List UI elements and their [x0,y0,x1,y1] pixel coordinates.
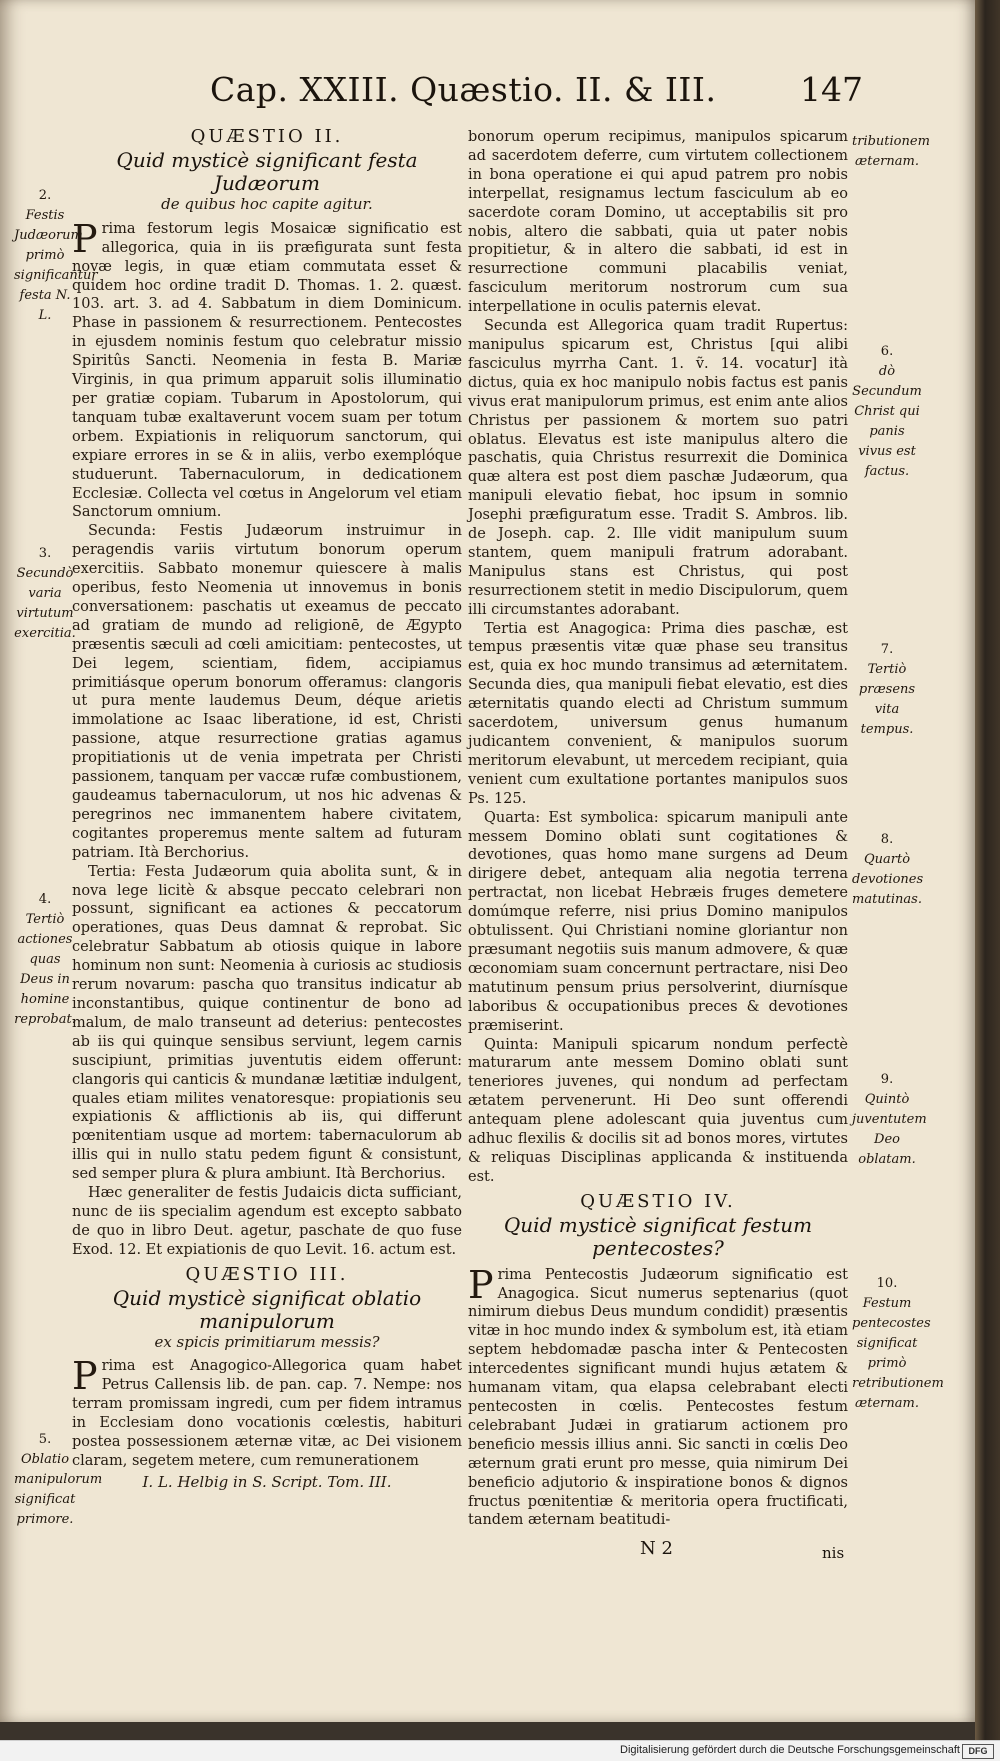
running-head: Cap. XXIII. Quæstio. II. & III. [210,70,717,109]
margin-note-text: Quartò devotiones matutinas. [852,852,924,907]
margin-note-number: 4. [38,892,52,907]
margin-note-2 [14,186,98,326]
paragraph: Secunda est Allegorica quam tradit Rupertus: manipulus spicarum est, Christus [qui alibi fasciculus myrrha Cant. 1. ṽ. 14. vocatur] ità dictus, quia ex hoc manipulo nobis factus est panis vivus erat manipulorum primus, est enim ante alios Christus per passionem & mortem suo patri oblatus. Elevatus est iste manipulus altero die paschatis, quia Christus resurrexit die Dominica quæ altera est post diem paschæ Judæorum, qua manipuli elevatio fiebat, hoc ipsum in somnio Josephi præfiguratum esse. Tradit S. Ambros. lib. de Joseph. cap. 2. Ille vidit manipulum suum stantem, quem manipuli fratrum adorabant. Manipulus stans est Christus, qui post resurrectionem stetit in medio Discipulorum, quem illi circumstantes adorabant. [468,318,848,618]
margin-note-continued [852,132,930,172]
paragraph: Secunda: Festis Judæorum instruimur in peragendis variis virtutum bonorum operum exercitiis. Sabbato monemur quiescere à malis operibus, festo Neomenia ut innovemus in bonis conversationem: paschatis ut exeamus de peccato ad gratiam de mundo ad religionē, de Ægypto præsentis sæculi ad cœli amicitiam: pentecostes, ut Dei legem, scientiam, fidem, accipiamus primitiásque operum bonorum offeramus: clangoris ut pura mente laudemus Deum, déque arietis immolatione ac Isaac liberatione, id est, Christi passione, atque resurrectione gratias agamus propitiationis ut de venia impetrata per Christi passionem, tanquam per vaccæ rufæ combustionem, gaudeamus tabernaculorum, ut nos hic advenas & peregrinos nec immanentem habere civitatem, cogitantes properemus mente saltem ad futuram patriam. Ità Berchorius. [72,523,462,861]
signature-line: I. L. Helbig in S. Script. Tom. III. [142,1472,392,1491]
right-column [468,128,848,1530]
left-column [72,128,462,1492]
catchword: nis [822,1544,845,1562]
margin-note-number: 9. [880,1072,894,1087]
margin-note-text: dò Secundum Christ qui panis vivus est factus. [852,364,922,479]
margin-note-10 [852,1274,944,1414]
margin-note-5 [14,1430,103,1530]
paragraph: bonorum operum recipimus, manipulos spicarum ad sacerdotem deferre, cum virtutem collectionem in bona operatione ei qui apud patrem pro nobis interpellat, resignamus lectum fasciculum ab eo sacerdote coram Domino, ut acceptabilis sit pro nobis, altero die sabbati, quia ut pater nobis propitietur, & in altero die sabbati, id est in resurrectione communi placabilis veniat, fasciculum meritorum nostrorum cum sua interpellatione in oculis paternis elevat. [468,129,848,316]
margin-note-text: Secundò varia virtutum exercitia. [14,566,76,641]
footer-bar [0,1740,1000,1761]
paragraph: Prima festorum legis Mosaicæ significatio est allegorica, quia in iis præfigurata sunt festa novæ legis, in quæ etiam commutata esset & quidem hoc ordine tradit D. Thomas. 1. 2. quæst. 103. art. 3. ad 4. Sabbatum in diem Dominicum. Phase in passionem & resurrectionem. Pentecostes in ejusdem nominis festum quo celebratur missio Spiritûs Sancti. Neomenia in festa B. Mariæ Virginis, in qua primum apparuit solis illuminatio per gratiæ copiam. Tubarum in Apostolorum, qui tanquam tubæ exaltaverunt vocem suam per totum orbem. Expiationis in reliquorum sanctorum, qui expiare errores in se & in aliis, verbo exemplóque studuerunt. Tabernaculorum, in dedicationem Ecclesiæ. Collecta vel cœtus in Angelorum vel etiam Sanctorum omnium. [72,216,462,521]
margin-note-number: 10. [876,1276,898,1291]
margin-note-8 [852,830,922,910]
dfg-logo: DFG [962,1744,994,1759]
question-heading: QUÆSTIO III. [185,1263,349,1285]
funding-credit: Digitalisierung gefördert durch die Deutsche Forschungsgemeinschaft [620,1744,960,1756]
margin-note-text: Festum pentecostes significat primò retributionem æternam. [852,1296,944,1411]
question-title: Quid mysticè significat festum pentecostes? [503,1212,813,1260]
margin-note-number: 7. [880,642,894,657]
margin-note-number: 2. [38,188,52,203]
margin-note-number: 8. [880,832,894,847]
question-subtitle: de quibus hoc capite agitur. [161,194,373,213]
question-heading: QUÆSTIO IV. [580,1190,736,1212]
margin-note-text: tributionem æternam. [852,134,930,169]
margin-note-7 [852,640,922,740]
question-subtitle: ex spicis primitiarum messis? [154,1332,380,1351]
paragraph: Tertia est Anagogica: Prima dies paschæ, est tempus præsentis vitæ quæ phase seu transitus est, quia ex hoc mundo transimus ad æternitatem. Secunda dies, qua manipuli fiebat elevatio, est dies æternitatis quando electi ad Christum summum sacerdotem, universum genus humanum judicantem convenient, & manipulos suorum meritorum elevabunt, ut mercedem recipiant, quia venient cum exultatione portantes manipulos suos Ps. 125. [468,620,848,807]
paragraph: Prima est Anagogico-Allegorica quam habet Petrus Callensis lib. de pan. cap. 7. Nempe: nos terram promissam ingredi, cum per fidem intramus in Ecclesiam dono vocationis cœlestis, habituri postea possessionem æternæ vitæ, ac Dei visionem claram, segetem metere, cum remunerationem [72,1354,462,1469]
margin-note-text: Tertiò præsens vita tempus. [858,662,916,737]
signature-mark: N 2 [640,1538,673,1559]
question-heading: QUÆSTIO II. [190,126,344,147]
question-title: Quid mysticè significat oblatio manipulorum [112,1285,422,1333]
margin-note-number: 5. [38,1432,52,1447]
book-edge [975,0,1000,1740]
question-title: Quid mysticè significant festa Judæorum [116,147,418,195]
margin-note-number: 6. [880,344,894,359]
margin-note-text: Tertiò actiones quas Deus in homine reprobat. [14,912,76,1027]
paragraph: Prima Pentecostis Judæorum significatio est Anagogica. Sicut numerus septenarius (quot nimirum diebus Deus mundum condidit) præsentis vitæ in hoc mundo index & symbolum est, ità etiam septem hebdomadæ pascha inter & Pentecosten intercedentes significant mundi hujus ætatem & humanam vitam, qua elapsa celebrabant electi pentecosten in cœlis. Pentecostes festum celebrabant Judæi in gratiarum actionem pro beneficio messis illius anni. Sic sancti in cœlis Deo æternum grati erunt pro messe, quia nimirum Dei beneficio adjutorio & inspiratione bonos & dignos fructus pœnitentiæ & meritoria opera fructificati, tandem æternam beatitudi- [468,1262,848,1529]
margin-note-4 [14,890,76,1030]
paragraph: Tertia: Festa Judæorum quia abolita sunt, & in nova lege licitè & absque peccato celebrari non possunt, significant ea actiones & peccatorum operationes, quas Deus damnat & reprobat. Sic celebratur Sabbatum ab otiosis quique in labore hominum non sunt: Neomenia à curiosis ac studiosis rerum novarum: pascha quo transitus indicatur ab inconstantibus, quique continentur de bono ad malum, de malo transeunt ad deterius: pentecostes ab iis qui quinque sensibus serviunt, legem carnis suscipiunt, primitias juventutis eidem offerunt: clangoris qui canticis & mundanæ lætitiæ indulgent, quales etiam milites venatoresque: propiationis seu expiationis & afflictionis ab iis, qui differunt pœnitentiam usque ad mortem: tabernaculorum ab illis qui in nullo statu pedem figunt & consistunt, sed semper plura & plura ambiunt. Ità Berchorius. [72,863,462,1183]
margin-note-9 [852,1070,927,1170]
page-number: 147 [800,70,863,109]
paragraph: Quarta: Est symbolica: spicarum manipuli ante messem Domino oblati sunt cogitationes & devotiones, quas homo mane surgens ad Deum dirigere debet, antequam alia negotia terrena pertractat, non licebat Hebræis fruges demetere domúmque referre, nisi prius Domino manipulos obtulissent. Qui Christiani nomine gloriantur non præsumant negotiis suis manum admovere, & quæ œconomiam suam concernunt pertractare, nisi Deo matutinum pensum prius persolverint, diurnísque laboribus & occupationibus preces & devotiones præmiserint. [468,809,848,1034]
margin-note-text: Oblatio manipulorum significat primore. [14,1452,103,1527]
paragraph: Quinta: Manipuli spicarum nondum perfectè maturarum ante messem Domino oblati sunt teneriores juvenes, qui nondum ad perfectam ætatem pervenerunt. Hi Deo sunt offerendi antequam plene adolescant quia juventus cum adhuc flexilis & docilis sit ad bonos mores, virtutes & reliquas Disciplinas applicanda & instituenda est. [468,1036,848,1185]
margin-note-text: Quintò juventutem Deo oblatam. [852,1092,927,1167]
margin-note-3 [14,544,76,644]
paragraph: Hæc generaliter de festis Judaicis dicta sufficiant, nunc de iis specialim agendum est excepto sabbato de quo in libro Deut. agetur, paschate de quo fuse Exod. 12. Et expiationis de quo Levit. 16. actum est. [72,1185,462,1258]
margin-note-text: Festis Judæorum primò significantur festa N. L. [14,208,98,323]
margin-note-6 [852,342,922,482]
margin-note-number: 3. [38,546,52,561]
